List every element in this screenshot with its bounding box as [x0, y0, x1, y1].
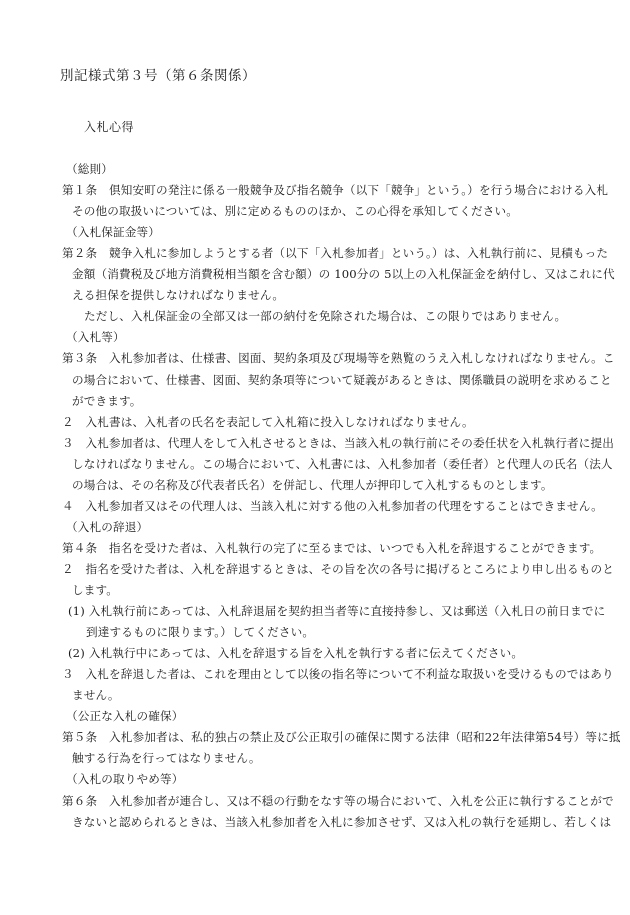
section-heading: （入札の辞退）: [66, 519, 149, 534]
body-line: 第４条 指名を受けた者は、入札執行の完了に至るまでは、いつでも入札を辞退することができます。: [62, 540, 602, 555]
body-line: きないと認められるときは、当該入札参加者を入札に参加させず、又は入札の執行を延期し、若しくは: [72, 814, 612, 829]
body-line: ４ 入札参加者又はその代理人は、当該入札に対する他の入札参加者の代理をすることはできません。: [62, 498, 603, 513]
body-line: 第５条 入札参加者は、私的独占の禁止及び公正取引の確保に関する法律（昭和22年法律第54号）等に抵: [62, 730, 621, 745]
body-line: 第１条 倶知安町の発注に係る一般競争及び指名競争（以下「競争」という。）を行う場合における入札: [62, 183, 609, 198]
section-heading: （入札等）: [66, 330, 125, 345]
body-line: ３ 入札参加者は、代理人をして入札させるときは、当該入札の執行前にその委任状を入札執行者に提出: [62, 435, 614, 450]
section-heading: （入札保証金等）: [66, 225, 160, 240]
body-line: える担保を提供しなければなりません。: [72, 288, 285, 303]
body-line: します。: [72, 583, 119, 597]
document-title: 入札心得: [84, 120, 135, 134]
body-line: の場合は、その名称及び代表者氏名）を併記し、代理人が押印して入札するものとします。: [72, 477, 553, 492]
body-line: ができます。: [72, 393, 142, 408]
body-line: (2) 入札執行中にあっては、入札を辞退する旨を入札を執行する者に伝えてください。: [68, 646, 524, 661]
section-heading: （公正な入札の確保）: [66, 709, 184, 724]
body-line: 第６条 入札参加者が連合し、又は不穏の行動をなす等の場合において、入札を公正に執行することがで: [62, 793, 614, 808]
body-line: 触する行為を行ってはなりません。: [72, 751, 261, 766]
body-line: 第３条 入札参加者は、仕様書、図面、契約条項及び現場等を熟覧のうえ入札しなければなりません。こ: [62, 351, 615, 366]
section-heading: （総則）: [66, 162, 113, 176]
body-line: ません。: [72, 688, 120, 703]
body-line: ２ 入札書は、入札者の氏名を表記して入札箱に投入しなければなりません。: [62, 414, 474, 429]
body-line: しなければなりません。この場合において、入札書には、入札参加者（委任者）と代理人の氏名（法人: [72, 456, 613, 471]
section-heading: （入札の取りやめ等）: [66, 772, 184, 787]
body-line: 到達するものに限ります。）してください。: [86, 625, 315, 640]
body-line: の場合において、仕様書、図面、契約条項等について疑義があるときは、関係職員の説明を求めること: [72, 372, 612, 387]
body-line: ２ 指名を受けた者は、入札を辞退するときは、その旨を次の各号に掲げるところにより申し出るものと: [62, 561, 614, 576]
body-line: (1) 入札執行前にあっては、入札辞退届を契約担当者等に直接持参し、又は郵送（入札日の前日までに: [68, 604, 606, 619]
form-label: 別記様式第３号（第６条関係）: [60, 68, 256, 84]
body-line: ３ 入札を辞退した者は、これを理由として以後の指名等について不利益な取扱いを受けるものではあり: [62, 667, 614, 682]
body-line: 金額（消費税及び地方消費税相当額を含む額）の 100分の 5以上の入札保証金を納付し、又はこれに代: [72, 267, 615, 282]
body-line: 第２条 競争入札に参加しようとする者（以下「入札参加者」という。）は、入札執行前に、見積もった: [62, 246, 609, 261]
body-line: ただし、入札保証金の全部又は一部の納付を免除された場合は、この限りではありません。: [84, 309, 567, 324]
body-line: その他の取扱いについては、別に定めるもののほか、この心得を承知してください。: [72, 204, 519, 219]
